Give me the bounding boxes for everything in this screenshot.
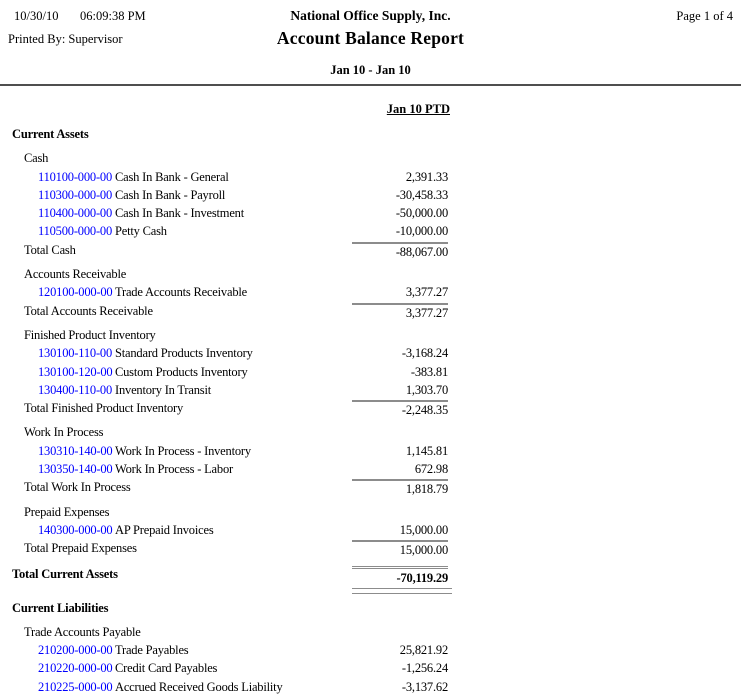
account-description: Custom Products Inventory (115, 364, 248, 379)
account-row (0, 382, 741, 400)
account-row (0, 443, 741, 461)
report-title: Account Balance Report (276, 28, 465, 48)
total-label: Total Current Assets (12, 566, 118, 581)
account-description: Cash In Bank - General (115, 169, 229, 184)
account-amount: 25,821.92 (399, 643, 448, 658)
account-description: AP Prepaid Invoices (115, 522, 214, 537)
account-number-link[interactable]: 130350-140-00 (38, 462, 113, 477)
group-label: Prepaid Expenses (24, 504, 110, 519)
account-amount: 2,391.33 (405, 169, 448, 184)
group-label: Trade Accounts Payable (24, 624, 141, 639)
account-row (0, 461, 741, 479)
section-label: Current Assets (12, 127, 89, 141)
account-amount: -10,000.00 (395, 224, 448, 239)
account-amount: 672.98 (414, 462, 448, 477)
account-description: Cash In Bank - Payroll (115, 187, 226, 202)
account-amount: -1,256.24 (401, 661, 448, 676)
account-number-link[interactable]: 210220-000-00 (38, 661, 113, 676)
group-label: Finished Product Inventory (24, 327, 156, 342)
column-header-row (0, 102, 450, 118)
group-row (0, 266, 741, 284)
printed-by: Printed By: Supervisor (8, 32, 123, 46)
total-amount: -2,248.35 (352, 400, 448, 418)
account-amount: -30,458.33 (395, 187, 448, 202)
grandtotal-row (0, 566, 741, 592)
account-number-link[interactable]: 110500-000-00 (38, 224, 113, 239)
total-row (0, 242, 741, 260)
total-label: Total Finished Product Inventory (24, 401, 184, 416)
account-description: Accrued Received Goods Liability (115, 679, 283, 694)
account-row (0, 284, 741, 302)
account-amount: -383.81 (410, 364, 448, 379)
total-label: Total Cash (24, 242, 76, 257)
account-row (0, 223, 741, 241)
account-row (0, 679, 741, 697)
account-amount: 1,145.81 (405, 443, 448, 458)
group-row (0, 504, 741, 522)
grandtotal-double-rule (352, 588, 452, 594)
section-label: Current Liabilities (12, 600, 109, 615)
account-number-link[interactable]: 130100-120-00 (38, 364, 113, 379)
company-name: National Office Supply, Inc. (290, 8, 451, 23)
total-label: Total Prepaid Expenses (24, 541, 137, 556)
group-row (0, 150, 741, 168)
group-label: Work In Process (24, 425, 104, 440)
account-number-link[interactable]: 130100-110-00 (38, 346, 113, 361)
account-row (0, 522, 741, 540)
total-label: Total Work In Process (24, 480, 131, 495)
account-row (0, 642, 741, 660)
account-number-link[interactable]: 110100-000-00 (38, 169, 113, 184)
total-amount: -70,119.29 (352, 566, 448, 586)
account-description: Work In Process - Inventory (115, 443, 251, 458)
total-label: Total Accounts Receivable (24, 303, 153, 318)
total-row (0, 303, 741, 321)
report-body (0, 126, 741, 697)
account-description: Cash In Bank - Investment (115, 206, 245, 221)
total-amount: 1,818.79 (352, 479, 448, 497)
account-row (0, 169, 741, 187)
column-header-ptd: Jan 10 PTD (386, 102, 450, 116)
print-time: 06:09:38 PM (80, 9, 146, 23)
total-amount: 3,377.27 (352, 303, 448, 321)
header-divider (0, 84, 741, 86)
account-row (0, 187, 741, 205)
account-number-link[interactable]: 120100-000-00 (38, 285, 113, 300)
account-amount: 15,000.00 (399, 522, 448, 537)
account-number-link[interactable]: 210200-000-00 (38, 643, 113, 658)
total-row (0, 540, 741, 558)
section-row (0, 600, 741, 618)
account-row (0, 660, 741, 678)
group-row (0, 424, 741, 442)
account-number-link[interactable]: 130310-140-00 (38, 443, 113, 458)
account-amount: -3,168.24 (401, 346, 448, 361)
total-row (0, 400, 741, 418)
account-number-link[interactable]: 110400-000-00 (38, 206, 113, 221)
account-description: Petty Cash (115, 224, 167, 239)
account-description: Trade Payables (115, 643, 189, 658)
account-description: Standard Products Inventory (115, 346, 253, 361)
print-date: 10/30/10 (14, 9, 59, 23)
account-amount: -50,000.00 (395, 206, 448, 221)
account-description: Work In Process - Labor (115, 462, 233, 477)
account-amount: 1,303.70 (405, 382, 448, 397)
account-number-link[interactable]: 210225-000-00 (38, 679, 113, 694)
account-description: Credit Card Payables (115, 661, 218, 676)
account-number-link[interactable]: 130400-110-00 (38, 382, 113, 397)
page-number: Page 1 of 4 (676, 9, 733, 23)
account-number-link[interactable]: 140300-000-00 (38, 522, 113, 537)
total-row (0, 479, 741, 497)
account-amount: 3,377.27 (405, 285, 448, 300)
total-amount: -88,067.00 (352, 242, 448, 260)
account-row (0, 205, 741, 223)
account-description: Trade Accounts Receivable (115, 285, 247, 300)
account-number-link[interactable]: 110300-000-00 (38, 187, 113, 202)
total-amount: 15,000.00 (352, 540, 448, 558)
report-header (0, 0, 741, 92)
group-label: Accounts Receivable (24, 267, 127, 282)
account-description: Inventory In Transit (115, 382, 212, 397)
account-amount: -3,137.62 (401, 679, 448, 694)
account-row (0, 364, 741, 382)
section-row (0, 126, 741, 144)
report-period: Jan 10 - Jan 10 (330, 63, 411, 77)
group-row (0, 624, 741, 642)
group-label: Cash (24, 151, 49, 166)
account-row (0, 345, 741, 363)
group-row (0, 327, 741, 345)
